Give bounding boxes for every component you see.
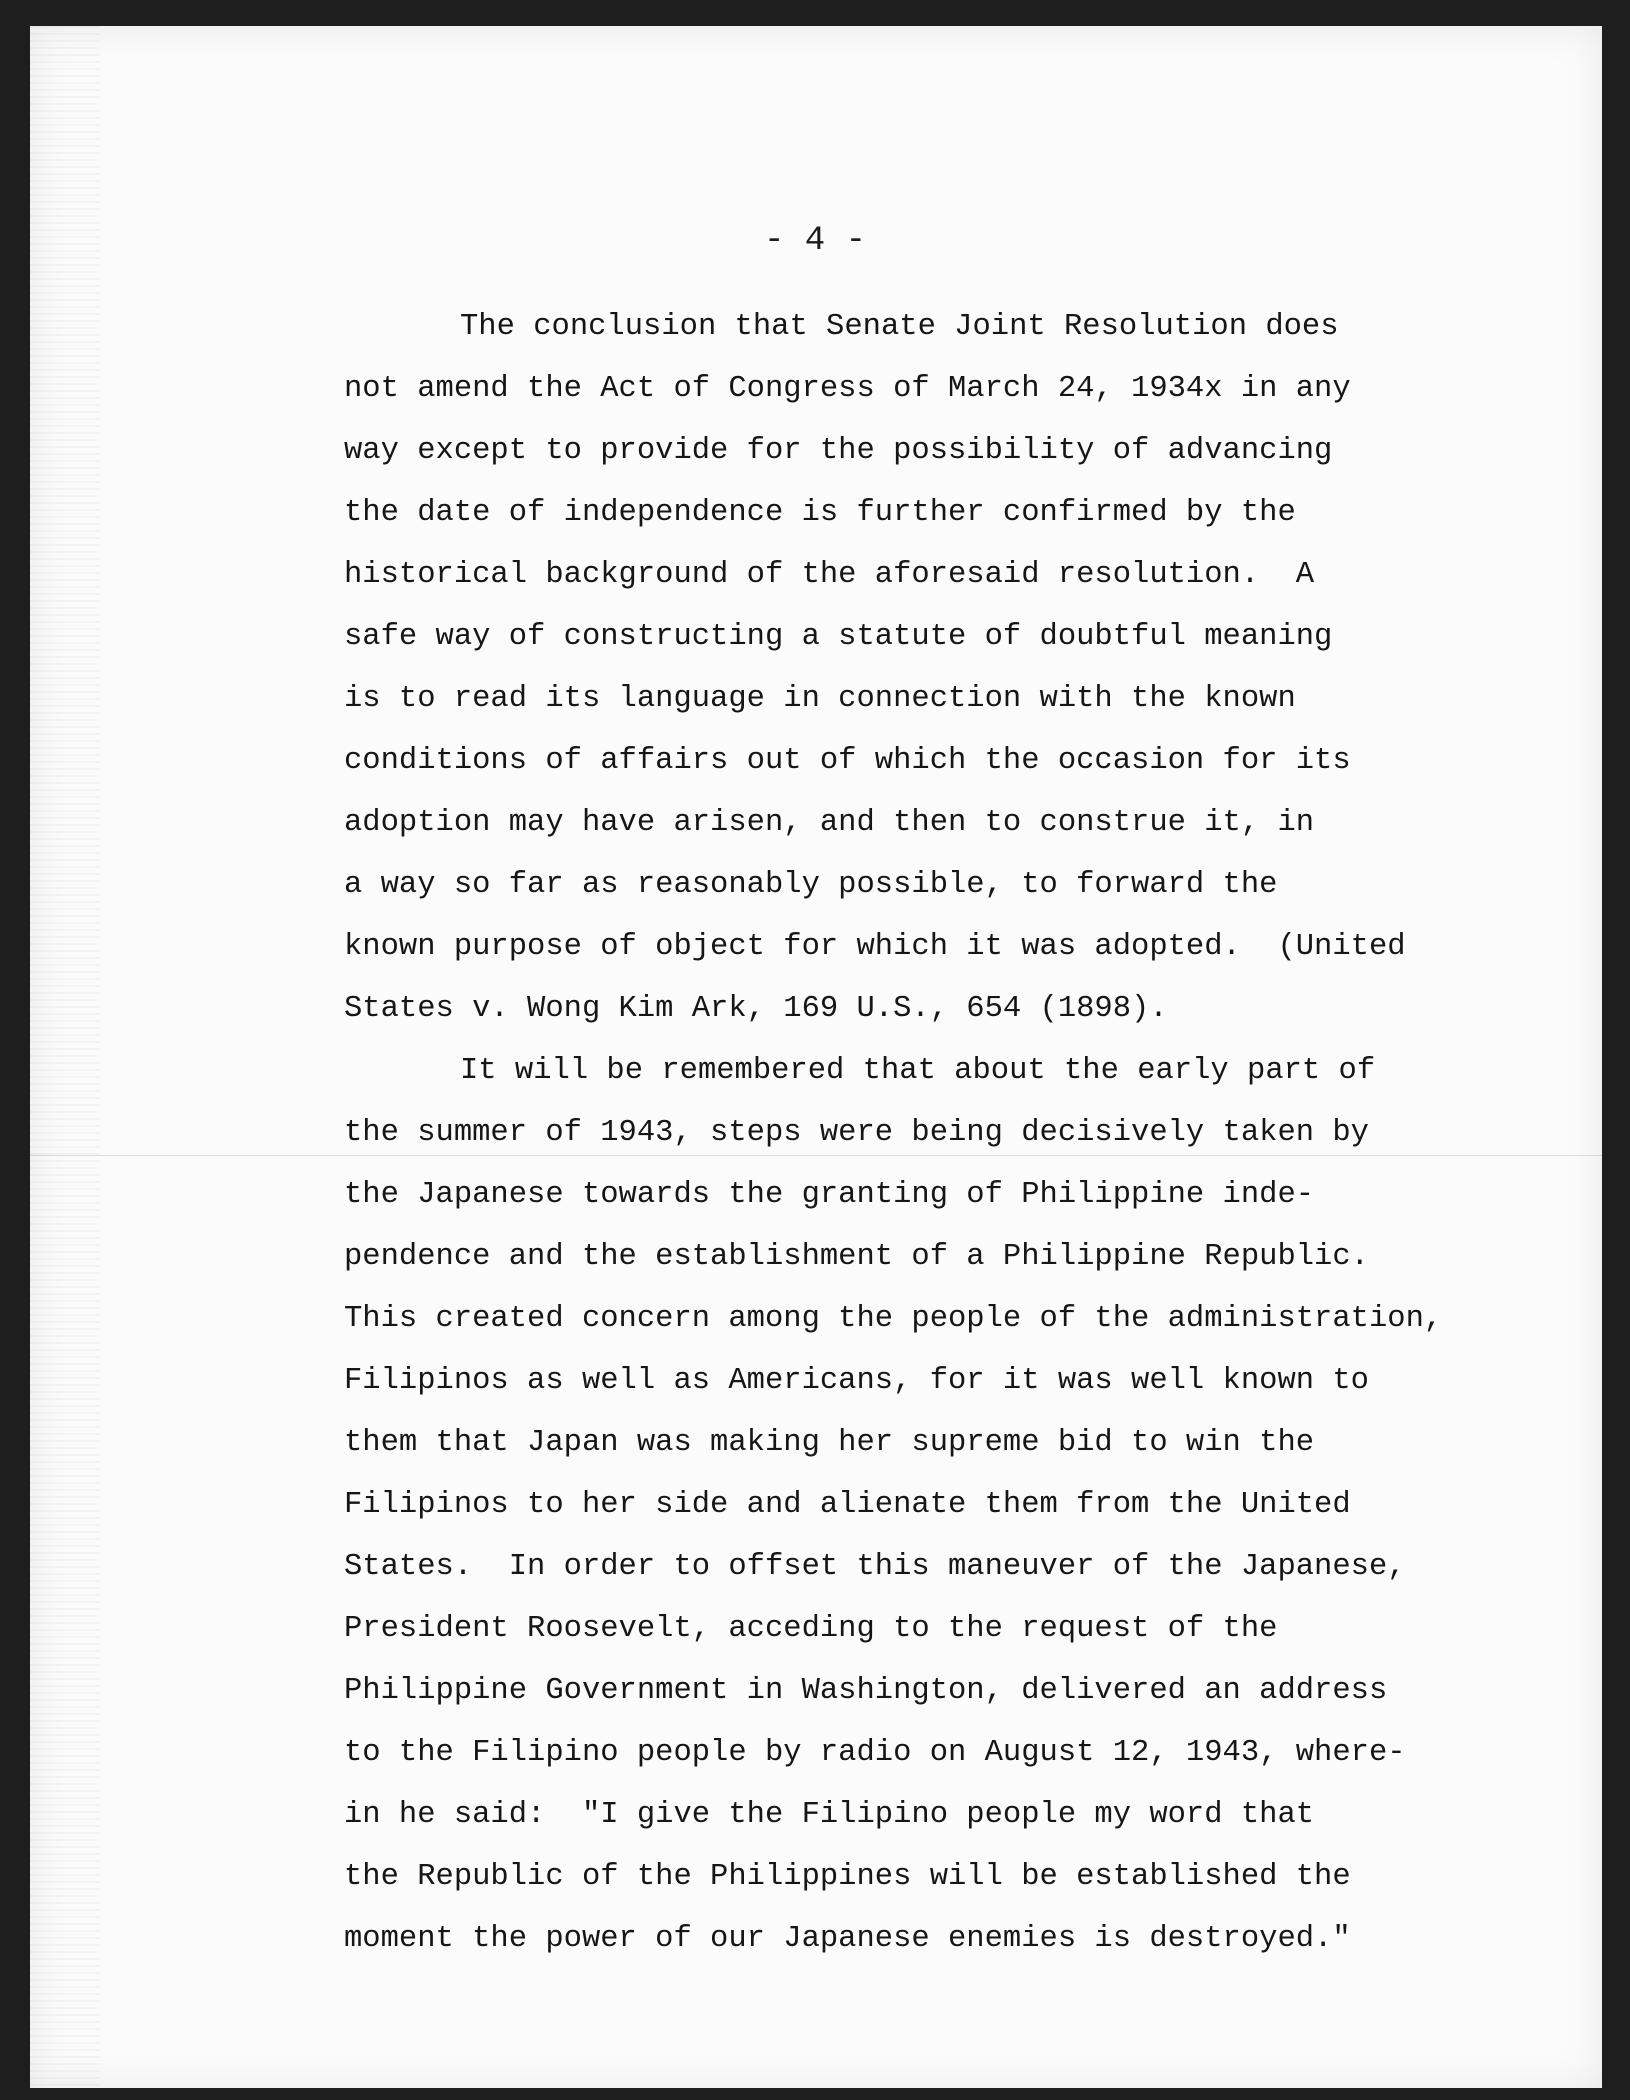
text-line: historical background of the aforesaid resolution. A (344, 558, 1315, 592)
text-line: moment the power of our Japanese enemies is destroyed." (344, 1922, 1351, 1956)
text-line: in he said: "I give the Filipino people my word that (344, 1798, 1315, 1832)
text-line: a way so far as reasonably possible, to forward the (344, 868, 1278, 902)
text-line: is to read its language in connection with the known (344, 682, 1296, 716)
text-line: States v. Wong Kim Ark, 169 U.S., 654 (1898). (344, 992, 1168, 1026)
body-text (344, 296, 1484, 1970)
text-line: It will be remembered that about the early part of (460, 1054, 1376, 1088)
text-line: the date of independence is further confirmed by the (344, 496, 1296, 530)
text-line: the Japanese towards the granting of Philippine inde- (344, 1178, 1315, 1212)
text-line: Filipinos as well as Americans, for it was well known to (344, 1364, 1369, 1398)
text-line: The conclusion that Senate Joint Resolution does (460, 310, 1339, 344)
text-line: President Roosevelt, acceding to the request of the (344, 1612, 1278, 1646)
text-line: Philippine Government in Washington, delivered an address (344, 1674, 1388, 1708)
text-line: Filipinos to her side and alienate them from the United (344, 1488, 1351, 1522)
text-line: the Republic of the Philippines will be established the (344, 1860, 1351, 1894)
text-line: them that Japan was making her supreme bid to win the (344, 1426, 1315, 1460)
text-line: known purpose of object for which it was adopted. (United (344, 930, 1406, 964)
text-line: States. In order to offset this maneuver of the Japanese, (344, 1550, 1406, 1584)
text-line: This created concern among the people of the administration, (344, 1302, 1443, 1336)
text-line: safe way of constructing a statute of doubtful meaning (344, 620, 1333, 654)
text-line: adoption may have arisen, and then to construe it, in (344, 806, 1315, 840)
text-line: the summer of 1943, steps were being decisively taken by (344, 1116, 1369, 1150)
text-line: pendence and the establishment of a Philippine Republic. (344, 1240, 1369, 1274)
text-line: to the Filipino people by radio on August 12, 1943, where- (344, 1736, 1406, 1770)
text-line: not amend the Act of Congress of March 24, 1934x in any (344, 372, 1351, 406)
text-line: way except to provide for the possibility of advancing (344, 434, 1333, 468)
page-number: - 4 - (763, 222, 867, 260)
text-line: conditions of affairs out of which the occasion for its (344, 744, 1351, 778)
